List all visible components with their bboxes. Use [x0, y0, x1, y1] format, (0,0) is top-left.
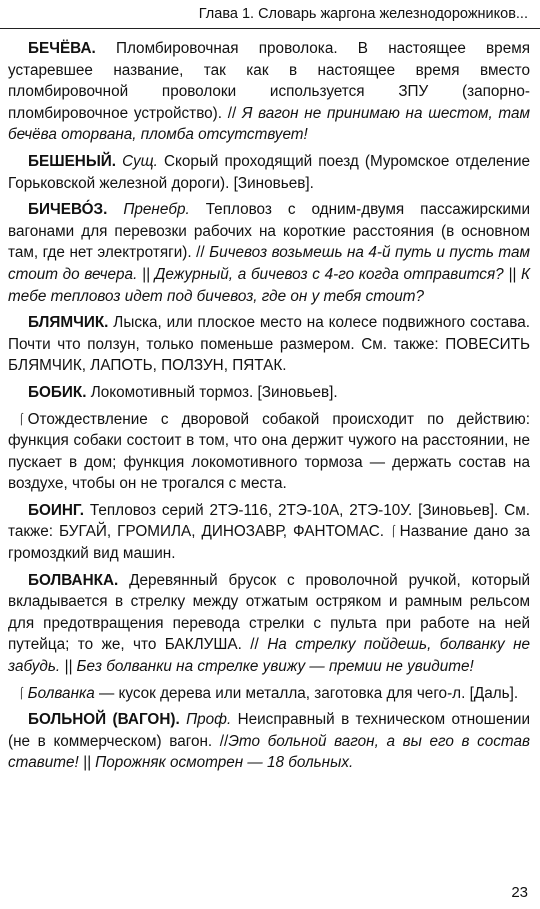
entry-bichevoz	[8, 199, 530, 307]
entry-boing	[8, 500, 530, 565]
note-mark-icon: ⌠	[390, 525, 397, 538]
headword: БЛЯМЧИК.	[28, 314, 109, 332]
example: Бичевоз возьмешь на 4-й путь и пусть там стоит до вечера. || Дежурный, а бичевоз с 4-го когда отправится? || К тебе тепловоз идет под бичевоз, где он у тебя стоит?	[8, 244, 530, 305]
entry-bolvanka	[8, 570, 530, 678]
example: На стрелку пойдешь, болванку не забудь. || Без болванки на стрелке увижу — премии не увидите!	[8, 636, 530, 676]
definition: Тепловоз с одним-двумя пассажирскими вагонами для перевозки рабочих на короткие расстояния (в основном там, где нет электротяги). //	[8, 201, 530, 262]
headword: БЕЧЁВА.	[28, 40, 96, 57]
definition: Лыска, или плоское место на колесе подвижного состава. Почти что ползун, только поменьше размером. См. также: ПОВЕСИТЬ БЛЯМЧИК, ЛАПОТЬ, ПОЛЗУН, ПЯТАК.	[8, 314, 530, 375]
entry-bechyova	[8, 38, 530, 146]
note-text: Название дано за громоздкий вид машин.	[8, 523, 530, 563]
headword: БОЛЬНОЙ (ВАГОН).	[28, 711, 180, 729]
note-text: — кусок дерева или металла, заготовка для чего-л. [Даль].	[94, 684, 519, 702]
note-bobik	[8, 409, 530, 495]
example: Я вагон не принимаю на шестом, там бечёва оторвана, пломба отсутствует!	[8, 104, 530, 144]
running-header: Глава 1. Словарь жаргона железнодорожников...	[198, 6, 528, 22]
entry-bolnoy	[8, 709, 530, 774]
note-bolvanka	[8, 683, 530, 705]
note-term: Болванка	[27, 684, 95, 702]
usage-label: Пренебр.	[123, 201, 190, 219]
definition: Пломбировочная проволока. В настоящее время устаревшее название, так как в настоящее время вместо пломбировочной проволоки используется ЗПУ (запорно-пломбировочное устройство). //	[8, 40, 530, 122]
note-mark-icon: ⌠	[18, 412, 25, 425]
usage-label: Сущ.	[122, 152, 158, 170]
definition: Деревянный брусок с проволочной ручкой, который вкладывается в стрелку между отжатым остряком и рамным рельсом для предотвращения перевода стрелки с пульта при работе на ней путейца; то же, что БАКЛУША. //	[8, 571, 530, 654]
entry-blyamchik	[8, 312, 530, 377]
note-text: Отождествление с дворовой собакой происходит по действию: функция собаки состоит в том, что она держит чужого на расстоянии, не пускает в дом; функция локомотивного тормоза — держать состав на воздухе, чтобы он не трогался с места.	[8, 410, 530, 493]
dictionary-column	[8, 38, 530, 779]
definition: Скорый проходящий поезд (Муромское отделение Горьковской железной дороги). [Зиновьев].	[8, 152, 531, 192]
headword: БОИНГ.	[28, 501, 84, 519]
page-number: 23	[511, 884, 528, 901]
header-rule	[0, 28, 540, 29]
example: Это больной вагон, а вы его в состав ставите! || Порожняк осмотрен — 18 больных.	[8, 732, 530, 772]
note-mark-icon: ⌠	[18, 686, 25, 699]
headword: БОЛВАНКА.	[28, 571, 119, 589]
headword: БОБИК.	[28, 383, 87, 401]
headword: БЕШЕНЫЙ.	[28, 152, 117, 170]
definition: Неисправный в техническом отношении (не в коммерческом) вагон. //	[8, 711, 530, 750]
definition: Локомотивный тормоз. [Зиновьев].	[86, 383, 338, 401]
usage-label: Проф.	[186, 711, 232, 729]
entry-bobik	[8, 382, 530, 404]
headword: БИЧЕВО́З.	[28, 201, 108, 219]
definition: Тепловоз серий 2ТЭ-116, 2ТЭ-10А, 2ТЭ-10У. [Зиновьев]. См. также: БУГАЙ, ГРОМИЛА, ДИНОЗАВР, ФАНТОМАС.	[8, 501, 530, 541]
entry-beshenyy	[8, 151, 530, 194]
